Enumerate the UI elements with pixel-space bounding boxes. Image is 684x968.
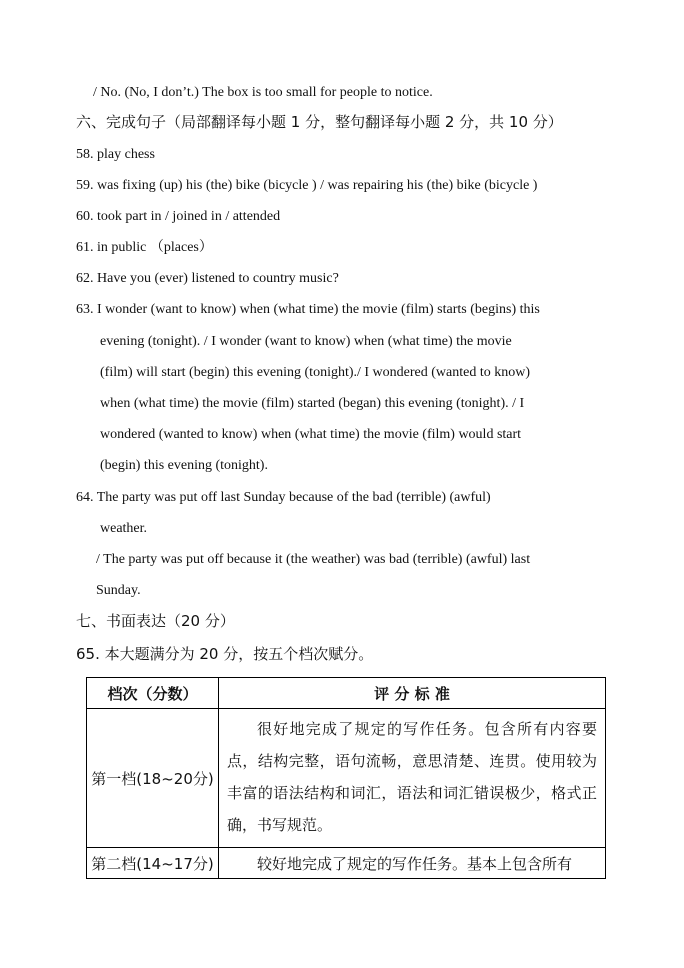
section-heading-seven: 七、书面表达（20 分）: [76, 612, 235, 630]
answer-59: 59. was fixing (up) his (the) bike (bicycle ) / was repairing his (the) bike (bicycle ): [76, 178, 538, 193]
answer-63-line: when (what time) the movie (film) started (began) this evening (tonight). / I: [100, 396, 525, 411]
answer-61: 61. in public （places）: [76, 240, 213, 255]
answer-64-line: / The party was put off because it (the weather) was bad (terrible) (awful) last: [96, 552, 531, 567]
table-row: [87, 709, 606, 848]
answer-63-line: (begin) this evening (tonight).: [100, 458, 268, 473]
answer-64-line: weather.: [100, 521, 148, 536]
criteria-cell: 很好地完成了规定的写作任务。包含所有内容要点，结构完整，语句流畅，意思清楚、连贯。使用较为丰富的语法结构和词汇，语法和词汇错误极少，格式正确，书写规范。: [219, 709, 606, 848]
answer-63-line: wondered (wanted to know) when (what time) the movie (film) would start: [100, 427, 522, 442]
answer-63-line: evening (tonight). / I wonder (want to know) when (what time) the movie: [100, 334, 512, 349]
table-header-grade: 档次（分数）: [87, 678, 219, 709]
grade-cell: 第一档(18~20分): [87, 709, 219, 848]
table-header-row: [87, 678, 606, 709]
grade-cell: 第二档(14~17分): [87, 848, 219, 879]
answer-58: 58. play chess: [76, 147, 155, 162]
answer-60: 60. took part in / joined in / attended: [76, 209, 281, 224]
scoring-table: [86, 677, 606, 879]
answer-64-line: Sunday.: [96, 583, 141, 598]
table-header-criteria: 评 分 标 准: [219, 678, 606, 709]
answer-64-line: 64. The party was put off last Sunday because of the bad (terrible) (awful): [76, 490, 491, 505]
answer-63-line: 63. I wonder (want to know) when (what time) the movie (film) starts (begins) this: [76, 302, 540, 317]
answer-65-intro: 65. 本大题满分为 20 分，按五个档次赋分。: [76, 645, 374, 663]
answer-line: / No. (No, I don’t.) The box is too small for people to notice.: [93, 85, 433, 100]
answer-62: 62. Have you (ever) listened to country music?: [76, 271, 339, 286]
section-heading-six: 六、完成句子（局部翻译每小题 1 分，整句翻译每小题 2 分，共 10 分）: [76, 113, 563, 131]
answer-63-line: (film) will start (begin) this evening (tonight)./ I wondered (wanted to know): [100, 365, 531, 380]
table-row: [87, 848, 606, 879]
criteria-cell: 较好地完成了规定的写作任务。基本上包含所有: [219, 848, 606, 879]
